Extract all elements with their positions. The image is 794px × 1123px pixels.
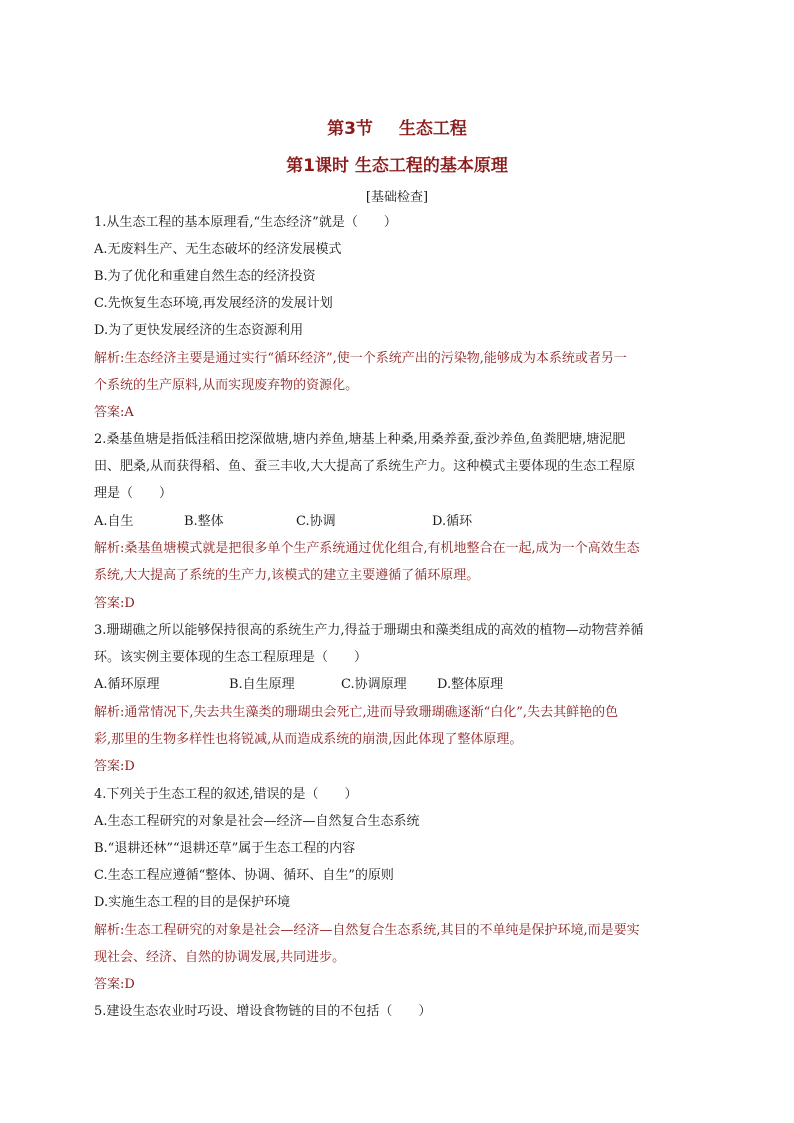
q4-analysis-cont: 现社会、经济、自然的协调发展,共同进步。	[94, 950, 346, 965]
q4-analysis: 解析:生态工程研究的对象是社会—经济—自然复合生态系统,其目的不单纯是保护环境,而是要实	[94, 923, 640, 938]
q2-option-c: C.协调	[296, 514, 336, 529]
q3-stem-cont: 环。该实例主要体现的生态工程原理是（ ）	[94, 650, 368, 665]
q3-stem: 3.珊瑚礁之所以能够保持很高的系统生产力,得益于珊瑚虫和藻类组成的高效的植物—动物营养循	[94, 623, 644, 638]
q4-answer: 答案:D	[94, 977, 135, 992]
q2-option-b: B.整体	[184, 514, 224, 529]
q3-answer: 答案:D	[94, 759, 135, 774]
q1-analysis: 解析:生态经济主要是通过实行“循环经济”,使一个系统产出的污染物,能够成为本系统或者另一	[94, 351, 627, 366]
q4-option-c: C.生态工程应遵循“整体、协调、循环、自生”的原则	[94, 868, 394, 883]
section-label: 第3节	[327, 119, 373, 139]
q3-analysis-cont: 彩,那里的生物多样性也将锐减,从而造成系统的崩溃,因此体现了整体原理。	[94, 732, 523, 747]
section-title	[0, 114, 794, 139]
q2-stem-cont-1: 田、肥桑,从而获得稻、鱼、蚕三丰收,大大提高了系统生产力。这种模式主要体现的生态工程原	[94, 459, 636, 474]
q1-answer: 答案:A	[94, 405, 134, 420]
q3-option-c: C.协调原理	[341, 677, 407, 692]
q2-analysis-cont: 系统,大大提高了系统的生产力,该模式的建立主要遵循了循环原理。	[94, 568, 480, 583]
q4-option-b: B.“退耕还林”“退耕还草”属于生态工程的内容	[94, 841, 356, 856]
q3-option-b: B.自生原理	[229, 677, 295, 692]
q1-stem: 1.从生态工程的基本原理看,“生态经济”就是（ ）	[94, 215, 397, 230]
section-name: 生态工程	[398, 119, 467, 139]
q1-option-d: D.为了更快发展经济的生态资源利用	[94, 323, 304, 338]
q1-option-c: C.先恢复生态环境,再发展经济的发展计划	[94, 296, 333, 311]
q2-analysis: 解析:桑基鱼塘模式就是把很多单个生产系统通过优化组合,有机地整合在一起,成为一个高效生态	[94, 541, 640, 556]
q2-stem-cont-2: 理是（ ）	[94, 486, 173, 501]
q2-stem: 2.桑基鱼塘是指低洼稻田挖深做塘,塘内养鱼,塘基上种桑,用桑养蚕,蚕沙养鱼,鱼粪肥塘,塘泥肥	[94, 432, 626, 447]
q4-option-a: A.生态工程研究的对象是社会—经济—自然复合生态系统	[94, 814, 420, 829]
q2-option-d: D.循环	[432, 514, 473, 529]
lesson-title: 第1课时 生态工程的基本原理	[286, 156, 508, 176]
q4-stem: 4.下列关于生态工程的叙述,错误的是（ ）	[94, 787, 358, 802]
q1-analysis-cont: 个系统的生产原料,从而实现废弃物的资源化。	[94, 378, 359, 393]
q2-answer: 答案:D	[94, 596, 135, 611]
q3-option-a: A.循环原理	[94, 677, 160, 692]
q4-option-d: D.实施生态工程的目的是保护环境	[94, 895, 291, 910]
q1-option-a: A.无废料生产、无生态破坏的经济发展模式	[94, 242, 342, 257]
q5-stem: 5.建设生态农业时巧设、增设食物链的目的不包括（ ）	[94, 1004, 432, 1019]
q2-option-a: A.自生	[94, 514, 134, 529]
q3-option-d: D.整体原理	[437, 677, 504, 692]
q3-analysis: 解析:通常情况下,失去共生藻类的珊瑚虫会死亡,进而导致珊瑚礁逐渐“白化”,失去其鲜艳的色	[94, 705, 619, 720]
sub-title: [基础检查]	[365, 190, 429, 205]
q1-option-b: B.为了优化和重建自然生态的经济投资	[94, 269, 316, 284]
